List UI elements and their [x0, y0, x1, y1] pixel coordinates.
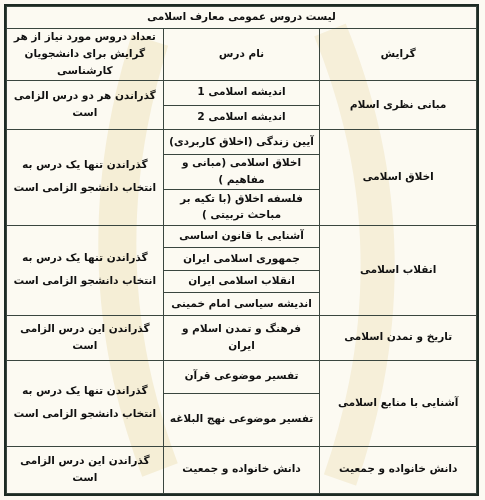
course-cell: دانش خانواده و جمعیت: [163, 446, 320, 493]
table-row: [7, 225, 477, 248]
requirement-cell: گذراندن تنها یک درس به انتخاب دانشجو الزامی است: [7, 225, 164, 315]
course-cell: انقلاب اسلامی ایران: [163, 270, 320, 293]
trend-cell: اخلاق اسلامی: [320, 130, 477, 225]
course-cell: تفسیر موضوعی قرآن: [163, 360, 320, 393]
requirement-cell: گذراندن هر دو درس الزامی است: [7, 81, 164, 130]
course-cell: اخلاق اسلامی (مبانی و مفاهیم ): [163, 154, 320, 189]
trend-cell: انقلاب اسلامی: [320, 225, 477, 315]
table-row: [7, 81, 477, 106]
course-cell: آشنایی با قانون اساسی: [163, 225, 320, 248]
table-row: [7, 315, 477, 360]
header-course: نام درس: [163, 28, 320, 81]
requirement-cell: گذراندن این درس الزامی است: [7, 315, 164, 360]
table-title: لیست دروس عمومی معارف اسلامی: [7, 7, 477, 29]
table-row: [7, 360, 477, 393]
table-row: [7, 130, 477, 155]
header-trend: گرایش: [320, 28, 477, 81]
course-cell: فرهنگ و تمدن اسلام و ایران: [163, 315, 320, 360]
trend-cell: تاریخ و تمدن اسلامی: [320, 315, 477, 360]
table-row: [7, 446, 477, 493]
courses-table: [6, 6, 477, 494]
trend-cell: آشنایی با منابع اسلامی: [320, 360, 477, 446]
requirement-cell: گذراندن تنها یک درس به انتخاب دانشجو الزامی است: [7, 130, 164, 225]
course-cell: فلسفه اخلاق (با تکیه بر مباحث تربیتی ): [163, 190, 320, 225]
requirement-cell: گذراندن تنها یک درس به انتخاب دانشجو الزامی است: [7, 360, 164, 446]
course-cell: اندیشه سیاسی امام خمینی: [163, 293, 320, 316]
trend-cell: دانش خانواده و جمعیت: [320, 446, 477, 493]
courses-table-frame: [4, 4, 479, 496]
requirement-cell: گذراندن این درس الزامی است: [7, 446, 164, 493]
header-count: تعداد دروس مورد نیاز از هر گرایش برای دانشجویان کارشناسی: [7, 28, 164, 81]
course-cell: اندیشه اسلامی 2: [163, 105, 320, 130]
course-cell: تفسیر موضوعی نهج البلاغه: [163, 393, 320, 446]
course-cell: جمهوری اسلامی ایران: [163, 248, 320, 271]
header-row: [7, 28, 477, 81]
trend-cell: مبانی نظری اسلام: [320, 81, 477, 130]
course-cell: اندیشه اسلامی 1: [163, 81, 320, 106]
course-cell: آیین زندگی (اخلاق کاربردی): [163, 130, 320, 155]
